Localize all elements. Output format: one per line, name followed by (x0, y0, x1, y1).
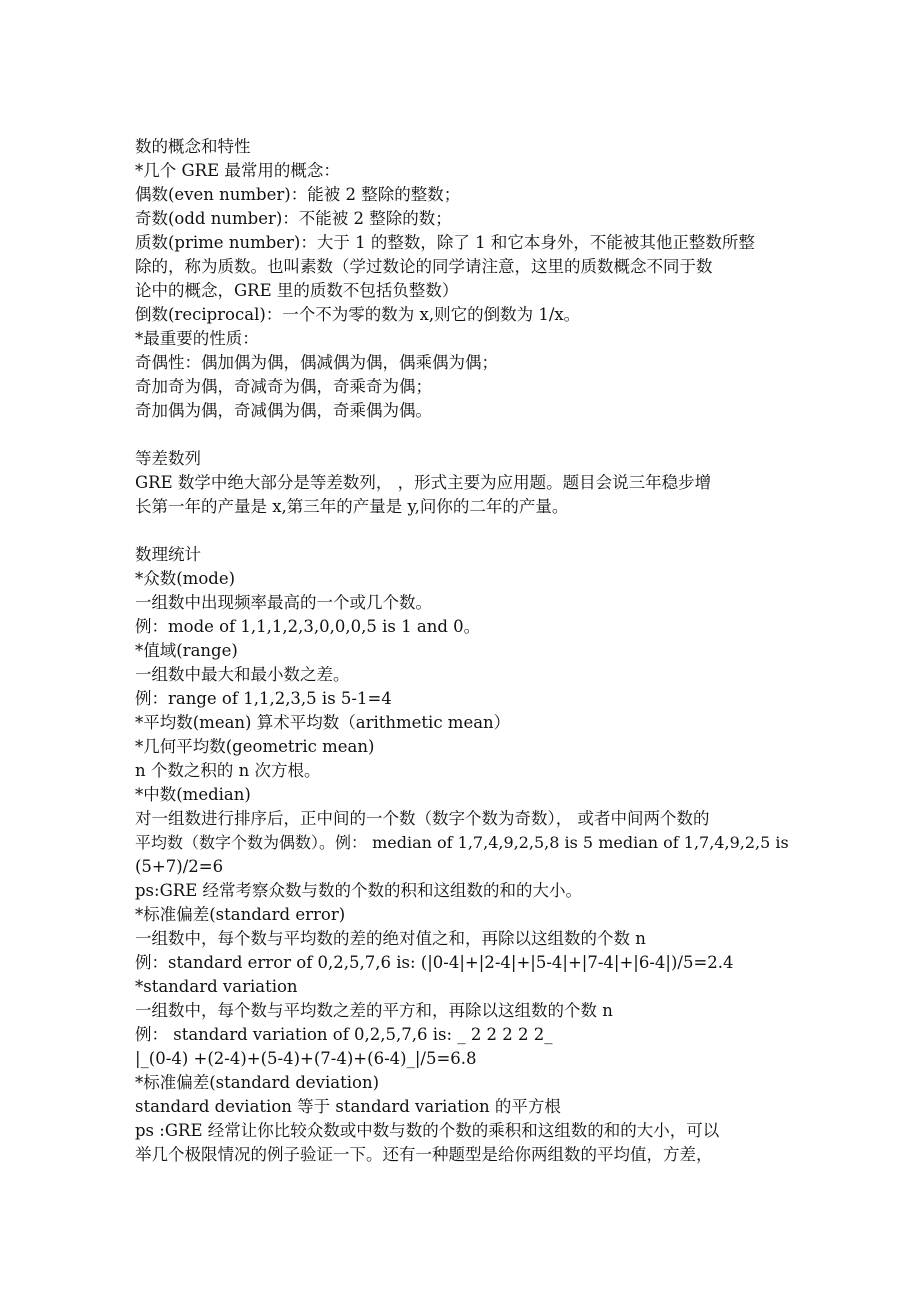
section-title: 数理统计 (135, 545, 201, 564)
subheading: *众数(mode) (135, 569, 236, 588)
blank-line (135, 519, 790, 543)
text-line: GRE 数学中绝大部分是等差数列， ，形式主要为应用题。题目会说三年稳步增 (135, 473, 712, 492)
text-line: 质数(prime number)：大于 1 的整数，除了 1 和它本身外，不能被其他正整数所整 (135, 233, 755, 252)
subheading: *最重要的性质： (135, 329, 259, 348)
text-line: 对一组数进行排序后，正中间的一个数（数字个数为奇数）， 或者中间两个数的 (135, 809, 710, 828)
text-line: 奇偶性：偶加偶为偶，偶减偶为偶，偶乘偶为偶； (135, 353, 498, 372)
text-line: 奇加奇为偶，奇减奇为偶，奇乘奇为偶； (135, 377, 432, 396)
subheading: *标准偏差(standard deviation) (135, 1073, 380, 1092)
text-line: 奇数(odd number)：不能被 2 整除的数； (135, 209, 452, 228)
text-line: n 个数之积的 n 次方根。 (135, 761, 321, 780)
text-line: 论中的概念，GRE 里的质数不包括负整数） (135, 281, 459, 300)
subheading: *值域(range) (135, 641, 238, 660)
text-line: |_(0-4) +(2-4)+(5-4)+(7-4)+(6-4)_|/5=6.8 (135, 1049, 477, 1068)
text-line: 偶数(even number)：能被 2 整除的整数； (135, 185, 461, 204)
text-line: 举几个极限情况的例子验证一下。还有一种题型是给你两组数的平均值，方差， (135, 1145, 713, 1164)
subheading: *几何平均数(geometric mean) (135, 737, 375, 756)
text-line: standard deviation 等于 standard variation 的平方根 (135, 1097, 561, 1116)
text-line: 平均数（数字个数为偶数）。例： median of 1,7,4,9,2,5,8 is 5 median of 1,7,4,9,2,5 is (135, 833, 789, 852)
text-line: 例：standard error of 0,2,5,7,6 is: (|0-4|+|2-4|+|5-4|+|7-4|+|6-4|)/5=2.4 (135, 953, 734, 972)
subheading: *中数(median) (135, 785, 251, 804)
document-body (135, 135, 790, 1167)
text-line: 长第一年的产量是 x,第三年的产量是 y,问你的二年的产量。 (135, 497, 569, 516)
blank-line (135, 423, 790, 447)
subheading: *standard variation (135, 977, 298, 996)
text-line: 一组数中出现频率最高的一个或几个数。 (135, 593, 432, 612)
text-line: 一组数中，每个数与平均数之差的平方和，再除以这组数的个数 n (135, 1001, 613, 1020)
text-line: 例： standard variation of 0,2,5,7,6 is: _ 2 2 2 2 2_ (135, 1025, 553, 1044)
subheading: *标准偏差(standard error) (135, 905, 346, 924)
text-line: ps :GRE 经常让你比较众数或中数与数的个数的乘积和这组数的和的大小，可以 (135, 1121, 720, 1140)
section-title: 等差数列 (135, 449, 201, 468)
text-line: 除的，称为质数。也叫素数（学过数论的同学请注意，这里的质数概念不同于数 (135, 257, 713, 276)
subheading: *几个 GRE 最常用的概念： (135, 161, 340, 180)
text-line: ps:GRE 经常考察众数与数的个数的积和这组数的和的大小。 (135, 881, 582, 900)
text-line: 例：mode of 1,1,1,2,3,0,0,0,5 is 1 and 0。 (135, 617, 481, 636)
section-title: 数的概念和特性 (135, 137, 251, 156)
text-line: 奇加偶为偶，奇减偶为偶，奇乘偶为偶。 (135, 401, 432, 420)
subheading: *平均数(mean) 算术平均数（arithmetic mean） (135, 713, 511, 732)
text-line: 一组数中最大和最小数之差。 (135, 665, 350, 684)
text-line: 倒数(reciprocal)：一个不为零的数为 x,则它的倒数为 1/x。 (135, 305, 581, 324)
text-line: 例：range of 1,1,2,3,5 is 5-1=4 (135, 689, 392, 708)
text-line: 一组数中，每个数与平均数的差的绝对值之和，再除以这组数的个数 n (135, 929, 646, 948)
text-line: (5+7)/2=6 (135, 857, 224, 876)
